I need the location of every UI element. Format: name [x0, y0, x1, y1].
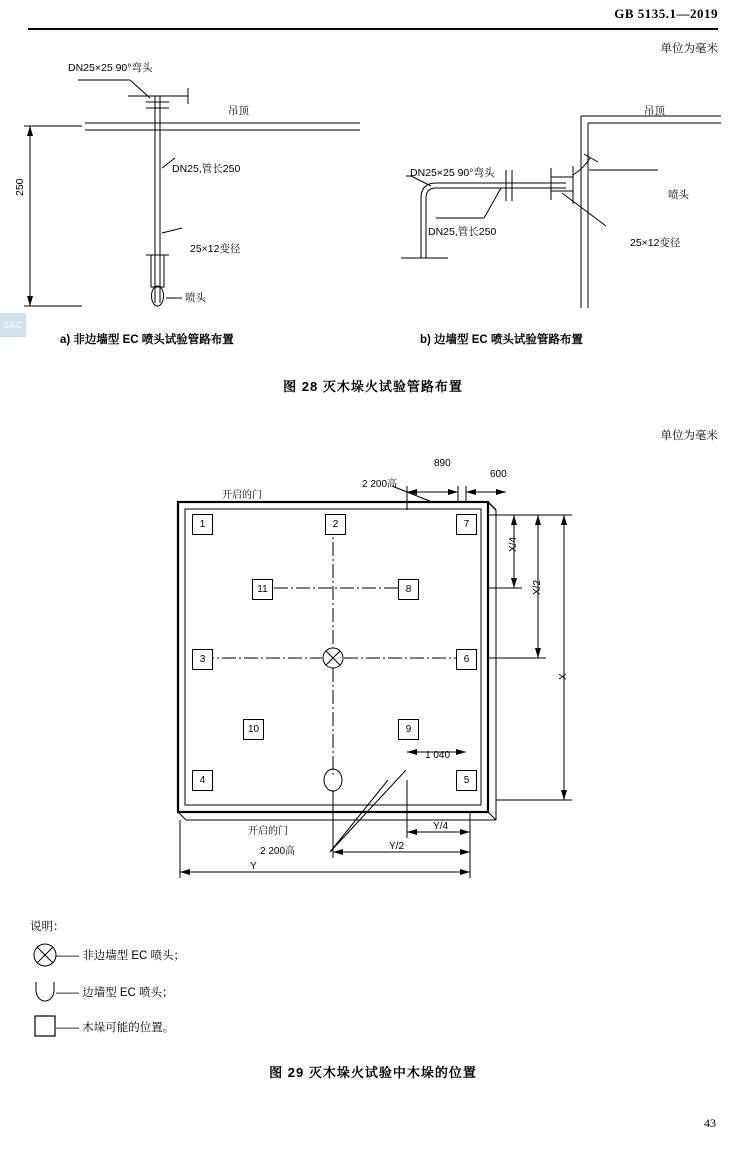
- header-rule: [28, 28, 718, 30]
- fig29-dim-y4: Y/4: [433, 821, 449, 832]
- fig28-subcaption-a: a) 非边墙型 EC 喷头试验管路布置: [60, 334, 234, 346]
- stack-box-11: 11: [252, 579, 273, 600]
- fig28-left-pipe-label: DN25,管长250: [172, 163, 241, 175]
- fig28-right-elbow-label: DN25×25 90°弯头: [410, 167, 495, 179]
- fig29-dim-1040: 1 040: [425, 750, 451, 761]
- fig29-dim-600: 600: [490, 469, 507, 480]
- fig29-door-bottom-label: 开启的门: [248, 826, 288, 837]
- stack-box-6: 6: [456, 649, 477, 670]
- fig28-right-pipe-label: DN25,管长250: [428, 226, 497, 238]
- legend-item-1-text: —— 边墙型 EC 喷头；: [56, 987, 174, 999]
- fig28-subcaption-b: b) 边墙型 EC 喷头试验管路布置: [420, 334, 583, 346]
- fig29-stack-layer: [170, 480, 610, 900]
- standard-number: GB 5135.1—2019: [614, 6, 718, 21]
- legend-item-0-text: —— 非边墙型 EC 喷头；: [56, 950, 186, 962]
- stack-box-8: 8: [398, 579, 419, 600]
- fig28-left-dim-250: 250: [14, 178, 26, 196]
- fig28-unit-note: 单位为毫米: [660, 43, 718, 55]
- fig28-caption: 图 28 灭木垛火试验管路布置: [283, 379, 463, 394]
- stack-box-3: 3: [192, 649, 213, 670]
- fig29-caption: 图 29 灭木垛火试验中木垛的位置: [269, 1065, 477, 1080]
- fig28-left-ceiling-label: 吊顶: [228, 105, 249, 117]
- fig28-right-reducer-label: 25×12变径: [630, 237, 681, 249]
- stack-box-2: 2: [325, 514, 346, 535]
- fig29-dim-x: X: [558, 673, 569, 680]
- stack-box-7: 7: [456, 514, 477, 535]
- fig29-dim-890: 890: [434, 458, 451, 469]
- stack-box-10: 10: [243, 719, 264, 740]
- stack-box-1: 1: [192, 514, 213, 535]
- fig29-door-top-label: 开启的门: [222, 490, 262, 501]
- stack-box-5: 5: [456, 770, 477, 791]
- page-number: 43: [704, 1116, 716, 1130]
- legend-item-2-text: —— 木垛可能的位置。: [56, 1022, 175, 1034]
- fig29-dim-y: Y: [250, 861, 257, 872]
- fig29-dim-x4: X/4: [508, 536, 519, 552]
- fig28-right-sprinkler-label: 喷头: [668, 189, 689, 201]
- fig28-left-sprinkler-label: 喷头: [185, 292, 206, 304]
- legend-title: 说明：: [30, 921, 65, 933]
- fig29-height-top-label: 2 200高: [362, 479, 398, 490]
- fig28-left-reducer-label: 25×12变径: [190, 243, 241, 255]
- fig28-left-drawing: [10, 58, 370, 328]
- watermark-sac: SAC: [0, 313, 26, 337]
- fig29-unit-note: 单位为毫米: [660, 430, 718, 442]
- fig29-height-bottom-label: 2 200高: [260, 846, 296, 857]
- stack-box-4: 4: [192, 770, 213, 791]
- fig28-left-elbow-label: DN25×25 90°弯头: [68, 62, 153, 74]
- stack-box-9: 9: [398, 719, 419, 740]
- fig29-dim-x2: X/2: [532, 579, 543, 595]
- fig29-dim-y2: Y/2: [389, 841, 405, 852]
- fig28-right-ceiling-label: 吊顶: [644, 105, 665, 117]
